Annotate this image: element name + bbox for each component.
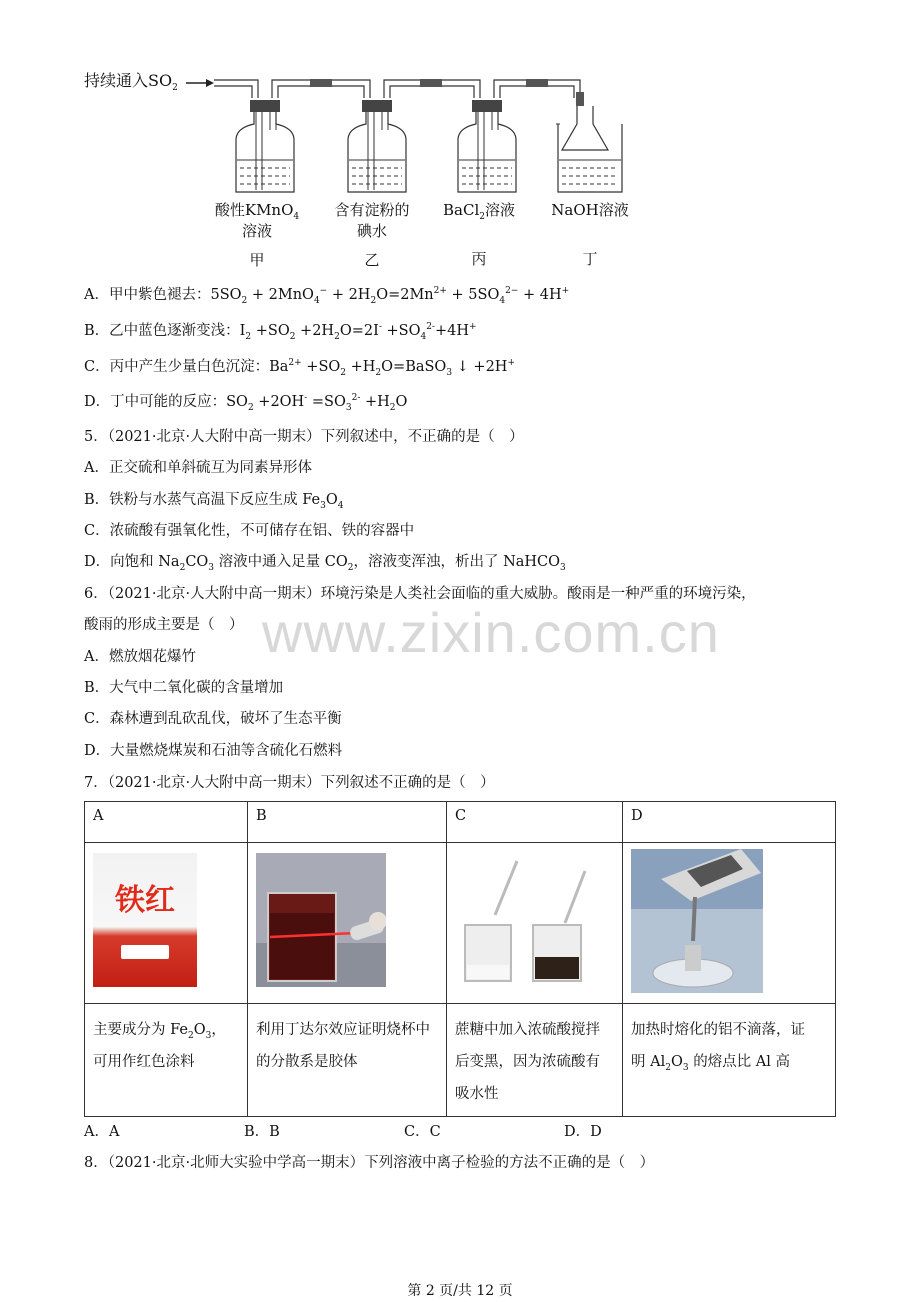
q7-header-d: D [623, 802, 836, 843]
q5-option-a: A．正交硫和单斜硫互为同素异形体 [84, 460, 312, 476]
q7-photo-cell-b [248, 843, 447, 1004]
q7-text-cell-d: 加热时熔化的铝不滴落，证 明 $Al_2O_3$ 的熔点比 Al 高 [623, 1004, 836, 1117]
q7-option-a: A．A [84, 1124, 120, 1140]
q7-text-cell-a: 主要成分为 $Fe_2O_3$， 可用作红色涂料 [85, 1004, 248, 1117]
q6-option-b: B．大气中二氧化碳的含量增加 [84, 680, 284, 696]
iron-red-label: 铁红 [115, 883, 175, 918]
q6-stem-line1: 6．（2021·北京·人大附中高一期末）环境污染是人类社会面临的重大威胁。酸雨是一种严重的环境污染， [84, 586, 756, 602]
q7-text-cell-c: 蔗糖中加入浓硫酸搅拌后变黑，因为浓硫酸有吸水性 [447, 1004, 623, 1117]
watermark: www.zixin.com.cn [262, 601, 720, 664]
q7-photo-cell-a [85, 843, 248, 1004]
apparatus-drawing [180, 68, 640, 198]
tyndall-photo [256, 853, 386, 987]
q7-table [84, 801, 836, 1117]
bottle-label-bing: BaCl$_2$溶液 丙 [443, 201, 515, 268]
q6-option-a: A．燃放烟花爆竹 [84, 649, 196, 665]
q4-option-b: B．乙中蓝色逐渐变浅：$I_2 +SO_2 +2H_2O=2I^- +SO_4^{2-}+4H^+$ [84, 322, 477, 342]
q7-header-a: A [85, 802, 248, 843]
bottle-label-ding: NaOH溶液 丁 [551, 201, 629, 268]
q4-option-c: C．丙中产生少量白色沉淀：$Ba^{2+} +SO_2$ $+H_2O=BaSO_3$ ↓ +2H+ [84, 358, 515, 378]
q7-photo-cell-d [623, 843, 836, 1004]
q7-option-b: B．B [244, 1124, 280, 1140]
bottle-label-jia: 酸性KMnO$_4$ 溶液 甲 [214, 201, 300, 269]
iron-red-photo [93, 853, 197, 987]
q7-photo-cell-c [447, 843, 623, 1004]
bottle-label-yi: 含有淀粉的 碘水 乙 [334, 201, 410, 269]
q6-option-c: C．森林遭到乱砍乱伐，破坏了生态平衡 [84, 711, 342, 727]
page-footer: 第 2 页/共 12 页 [407, 1283, 513, 1299]
q4-option-d: D．丁中可能的反应：$SO_2 +2OH^- =SO_3^{2-} +H_2O$ [84, 393, 408, 413]
q7-option-c: C．C [404, 1124, 441, 1140]
q5-option-c: C．浓硫酸有强氧化性，不可储存在铝、铁的容器中 [84, 523, 415, 539]
q5-option-d: D．向饱和 $Na_2CO_3$ 溶液中通入足量 $CO_2$，溶液变浑浊，析出了 NaHCO$_3$ [84, 554, 566, 573]
q7-header-c: C [447, 802, 623, 843]
q7-text-cell-b: 利用丁达尔效应证明烧杯中的分散系是胶体 [248, 1004, 447, 1117]
q6-option-d: D．大量燃烧煤炭和石油等含硫化石燃料 [84, 743, 343, 759]
q7-stem: 7．（2021·北京·人大附中高一期末）下列叙述不正确的是（ ） [84, 775, 495, 791]
sugar-acid-photo [455, 853, 595, 987]
q7-header-b: B [248, 802, 447, 843]
q8-stem: 8．（2021·北京·北师大实验中学高一期末）下列溶液中离子检验的方法不正确的是（ ） [84, 1155, 655, 1171]
q5-stem: 5．（2021·北京·人大附中高一期末）下列叙述中，不正确的是（ ） [84, 429, 524, 445]
q7-option-d: D．D [564, 1124, 602, 1140]
q5-option-b: B．铁粉与水蒸气高温下反应生成 $Fe_3O_4$ [84, 492, 344, 511]
aluminum-melt-photo [631, 849, 763, 993]
inlet-label: 持续通入$SO_2$ [84, 71, 178, 94]
q4-option-a: A．甲中紫色褪去：$5SO_2 + 2MnO_4^- + 2H_2O=2Mn^{2+} + 5SO_4^{2-} + 4H^+$ [84, 286, 570, 306]
q6-stem-line2: 酸雨的形成主要是（ ） [84, 617, 244, 633]
